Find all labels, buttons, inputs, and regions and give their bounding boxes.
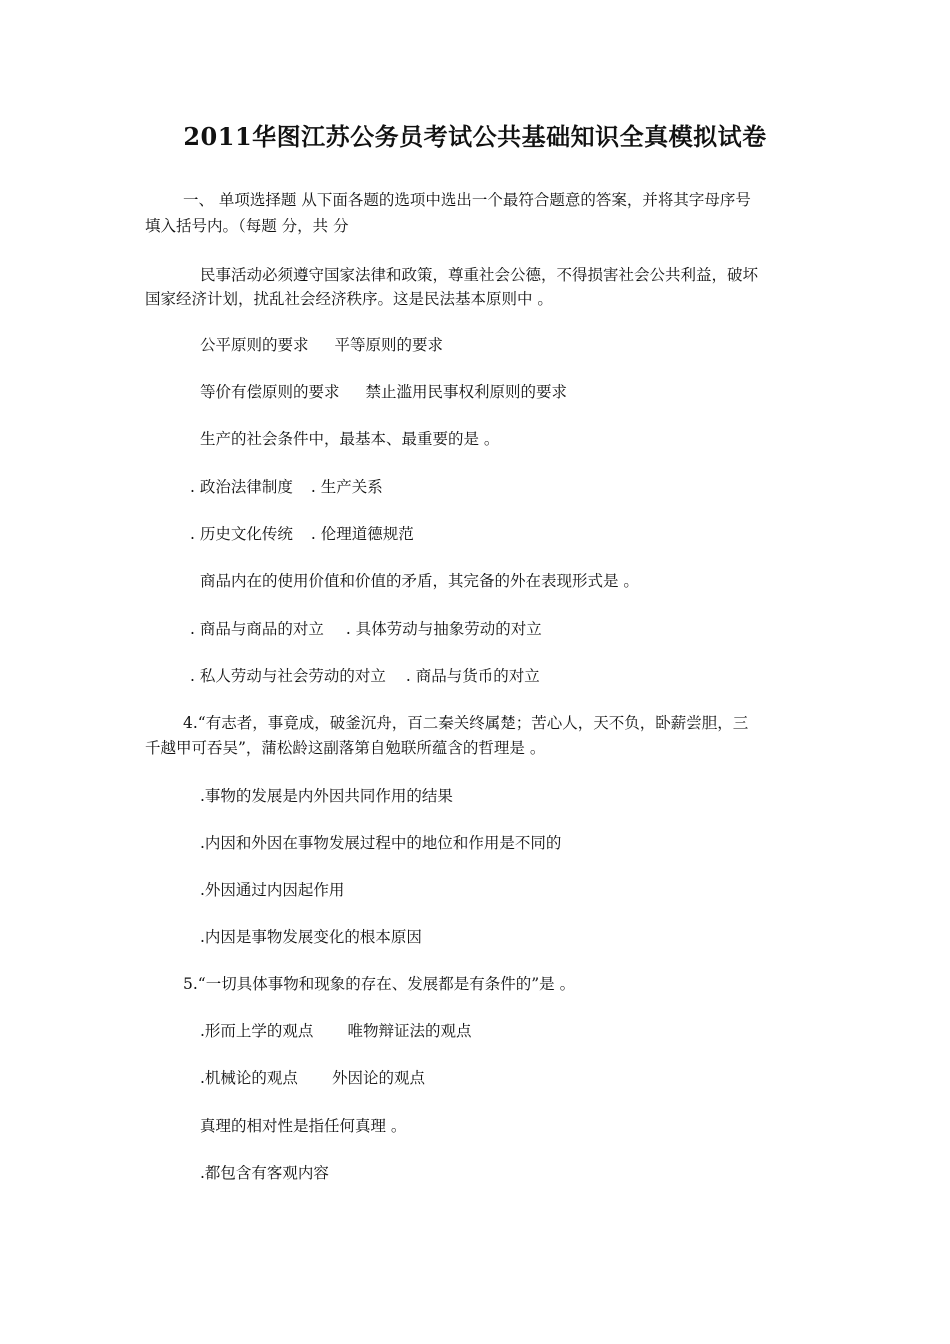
q3-options-row1 [190,619,542,639]
q2-option-c: . 历史文化传统 [190,525,293,543]
q4-option-b: .内因和外因在事物发展过程中的地位和作用是不同的 [200,834,562,852]
section-intro-line2: 填入括号内。（每题 分，共 分 [145,217,349,235]
page-title: 2011华图江苏公务员考试公共基础知识全真模拟试卷 [183,122,767,151]
q5-options-row1 [200,1021,471,1041]
q1-stem-line1: 民事活动必须遵守国家法律和政策，尊重社会公德，不得损害社会公共利益，破坏 [200,266,759,284]
q4-option-c: .外因通过内因起作用 [200,881,345,899]
q5-option-a: .形而上学的观点 [200,1022,314,1040]
q2-option-a: . 政治法律制度 [190,478,293,496]
q2-option-b: . 生产关系 [310,478,383,496]
q1-options-row2 [200,382,567,402]
q4-stem-line1: 4.“有志者，事竟成，破釜沉舟，百二秦关终属楚；苦心人，天不负，卧薪尝胆，三 [183,714,749,732]
q4-stem-line2: 千越甲可吞吴”，蒲松龄这副落第自勉联所蕴含的哲理是 。 [145,739,546,757]
q3-option-c: . 私人劳动与社会劳动的对立 [190,667,386,685]
q5-option-b: 唯物辩证法的观点 [347,1022,472,1040]
q2-option-d: . 伦理道德规范 [310,525,414,543]
q5-option-c: .机械论的观点 [200,1069,298,1087]
q6-stem: 真理的相对性是指任何真理 。 [200,1117,407,1135]
q5-options-row2 [200,1068,425,1088]
q3-options-row2 [190,666,540,686]
q2-options-row1 [190,477,383,497]
q1-options-row1 [200,335,443,355]
q3-option-a: . 商品与商品的对立 [190,620,324,638]
q3-stem: 商品内在的使用价值和价值的矛盾，其完备的外在表现形式是 。 [200,572,639,590]
q4-option-a: .事物的发展是内外因共同作用的结果 [200,787,453,805]
q4-option-d: .内因是事物发展变化的根本原因 [200,928,422,946]
q5-option-d: 外因论的观点 [331,1069,425,1087]
q6-option-a: .都包含有客观内容 [200,1164,329,1182]
q5-stem: 5.“一切具体事物和现象的存在、发展都是有条件的”是 。 [183,975,576,993]
q2-stem: 生产的社会条件中，最基本、最重要的是 。 [200,430,500,448]
q2-options-row2 [190,524,414,544]
q1-option-b: 平等原则的要求 [334,336,444,354]
q1-stem-line2: 国家经济计划，扰乱社会经济秩序。这是民法基本原则中 。 [145,290,553,308]
q1-option-c: 等价有偿原则的要求 [200,383,340,401]
q3-option-d: . 商品与货币的对立 [405,667,540,685]
q3-option-b: . 具体劳动与抽象劳动的对立 [345,620,542,638]
q1-option-a: 公平原则的要求 [200,336,309,354]
q1-option-d: 禁止滥用民事权利原则的要求 [365,383,568,401]
section-intro-line1: 一、 单项选择题 从下面各题的选项中选出一个最符合题意的答案，并将其字母序号 [183,191,751,209]
